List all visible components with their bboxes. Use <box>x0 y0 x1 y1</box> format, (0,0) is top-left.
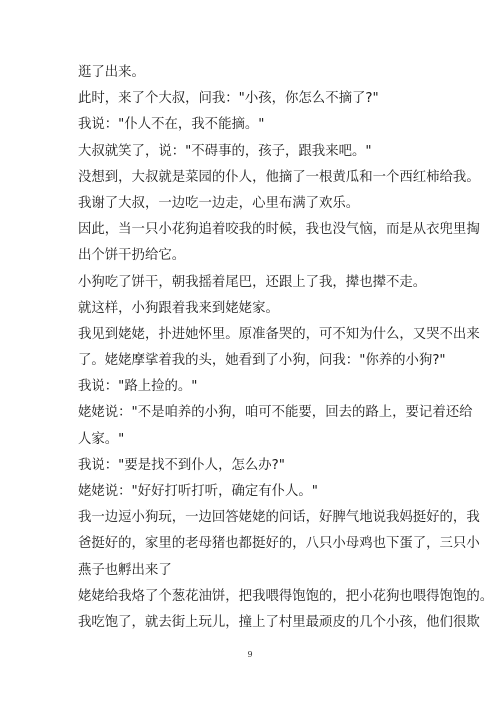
text-line-4: 大叔就笑了，说："不碍事的，孩子，跟我来吧。" <box>78 143 372 159</box>
text-line-11: 我见到姥姥，扑进她怀里。原准备哭的，可不知为什么，又哭不出来 <box>78 326 480 342</box>
text-line-21: 姥姥给我烙了个葱花油饼，把我喂得饱饱的，把小花狗也喂得饱饱的。 <box>78 588 494 604</box>
text-line-10: 就这样，小狗跟着我来到姥姥家。 <box>78 300 279 316</box>
text-line-16: 我说："要是找不到仆人，怎么办?" <box>78 457 285 473</box>
text-line-1: 逛了出来。 <box>78 65 145 80</box>
text-line-5: 没想到，大叔就是菜园的仆人，他摘了一根黄瓜和一个西红柿给我。 <box>78 169 480 185</box>
text-line-18: 我一边逗小狗玩，一边回答姥姥的问话，好脾气地说我妈挺好的，我 <box>78 510 480 526</box>
text-line-22: 我吃饱了，就去街上玩儿，撞上了村里最顽皮的几个小孩，他们很欺 <box>78 614 480 630</box>
text-line-20: 燕子也孵出来了 <box>78 562 172 578</box>
text-line-13: 我说："路上捡的。" <box>78 379 198 395</box>
text-line-17: 姥姥说："好好打听打听，确定有仆人。" <box>78 484 318 499</box>
text-line-12: 了。姥姥摩挲着我的头，她看到了小狗，问我："你养的小狗?" <box>78 353 446 369</box>
text-line-9: 小狗吃了饼干，朝我摇着尾巴，还跟上了我，撵也撵不走。 <box>78 274 427 290</box>
text-line-14: 姥姥说："不是咱养的小狗，咱可不能要，回去的路上，要记着还给 <box>78 405 473 421</box>
text-line-6: 我谢了大叔，一边吃一边走，心里布满了欢乐。 <box>78 195 360 211</box>
page-number: 9 <box>247 650 253 659</box>
text-line-15: 人家。" <box>78 431 125 447</box>
text-line-3: 我说："仆人不在，我不能摘。" <box>78 117 265 133</box>
text-line-2: 此时，来了个大叔，问我："小孩，你怎么不摘了?" <box>78 91 379 107</box>
body-text <box>78 60 494 636</box>
text-line-7: 因此，当一只小花狗追着咬我的时候，我也没气恼，而是从衣兜里掏 <box>78 222 480 238</box>
text-line-19: 爸挺好的，家里的老母猪也都挺好的，八只小母鸡也下蛋了，三只小 <box>78 536 480 552</box>
text-line-8: 出个饼干扔给它。 <box>78 248 186 264</box>
